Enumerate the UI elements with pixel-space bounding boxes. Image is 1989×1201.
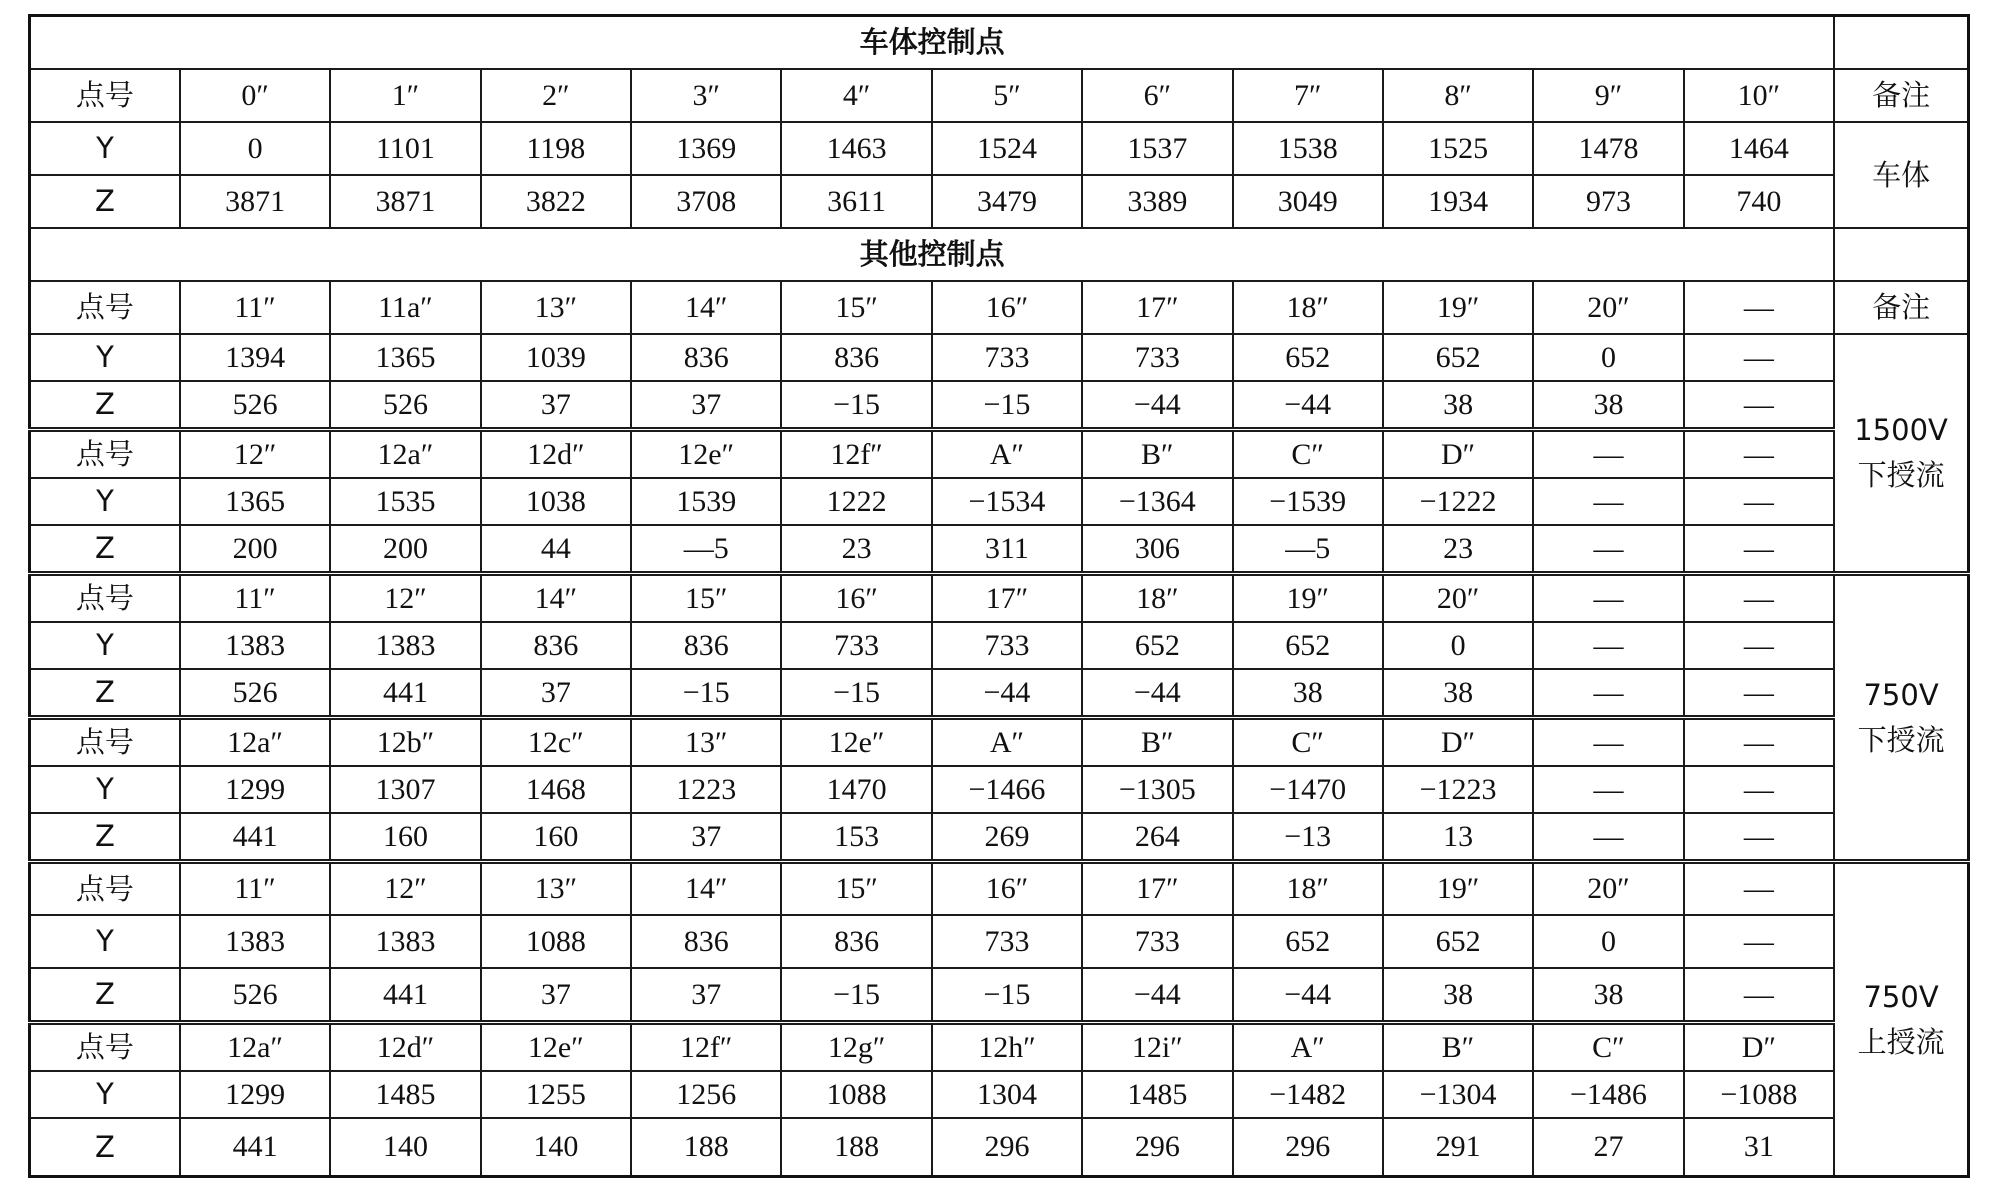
row-label: Z [30, 175, 180, 228]
table-row [30, 862, 1969, 916]
table-cell: — [1684, 281, 1835, 334]
table-cell: 16″ [932, 862, 1082, 916]
table-cell: −44 [1233, 381, 1383, 430]
table-cell: — [1684, 915, 1835, 968]
table-cell: −1486 [1533, 1071, 1683, 1118]
table-cell: −44 [1082, 669, 1232, 718]
table-cell: 17″ [1082, 862, 1232, 916]
table-cell: 1538 [1233, 122, 1383, 175]
row-label: 点号 [30, 862, 180, 916]
table-cell: 1307 [330, 766, 480, 813]
table-cell: — [1684, 525, 1835, 574]
table-cell: 836 [481, 622, 631, 669]
table-cell: 1478 [1533, 122, 1683, 175]
table-cell: — [1684, 622, 1835, 669]
section-title-other: 其他控制点 [30, 228, 1835, 281]
table-cell: 441 [330, 968, 480, 1023]
row-label: Y [30, 122, 180, 175]
table-cell: 1088 [481, 915, 631, 968]
table-cell: −1364 [1082, 478, 1232, 525]
table-row [30, 915, 1969, 968]
table-cell: 733 [1082, 915, 1232, 968]
table-cell: —5 [1233, 525, 1383, 574]
table-cell: 12a″ [180, 1023, 330, 1072]
table-cell: 11a″ [330, 281, 480, 334]
table-cell: 27 [1533, 1118, 1683, 1177]
table-cell: 441 [330, 669, 480, 718]
table-cell: — [1533, 525, 1683, 574]
table-cell: 12a″ [330, 430, 480, 479]
table-cell: 12h″ [932, 1023, 1082, 1072]
table-cell: 1463 [781, 122, 931, 175]
table-cell: 1299 [180, 1071, 330, 1118]
table-cell: 5″ [932, 69, 1082, 122]
table-row [30, 281, 1969, 334]
table-cell: −1466 [932, 766, 1082, 813]
table-cell: 14″ [481, 574, 631, 623]
table-cell: 19″ [1383, 281, 1533, 334]
table-cell: 1485 [330, 1071, 480, 1118]
table-cell: B″ [1082, 430, 1232, 479]
table-cell: — [1533, 574, 1683, 623]
table-cell: 311 [932, 525, 1082, 574]
table-row [30, 175, 1969, 228]
table-cell: 12b″ [330, 718, 480, 767]
table-cell: 19″ [1233, 574, 1383, 623]
remark-car-body: 车体 [1834, 122, 1968, 228]
table-cell: 160 [330, 813, 480, 862]
table-cell: 12″ [330, 574, 480, 623]
table-row [30, 574, 1969, 623]
table-cell: 3708 [631, 175, 781, 228]
table-cell: 836 [631, 334, 781, 381]
table-cell: 8″ [1383, 69, 1533, 122]
section-title-row [30, 228, 1969, 281]
table-row [30, 122, 1969, 175]
table-cell: — [1684, 813, 1835, 862]
table-cell: — [1533, 718, 1683, 767]
remark-750v-lower: 750V 下授流 [1834, 574, 1968, 862]
table-cell: 11″ [180, 281, 330, 334]
table-cell: 652 [1233, 622, 1383, 669]
table-cell: 12f″ [631, 1023, 781, 1072]
table-row [30, 478, 1969, 525]
table-cell: 441 [180, 813, 330, 862]
row-label: Y [30, 766, 180, 813]
table-cell: — [1684, 334, 1835, 381]
table-cell: 296 [1082, 1118, 1232, 1177]
table-cell: 38 [1533, 381, 1683, 430]
table-cell: 1369 [631, 122, 781, 175]
table-cell: 37 [481, 381, 631, 430]
table-cell: −1470 [1233, 766, 1383, 813]
table-cell: 264 [1082, 813, 1232, 862]
table-row [30, 1071, 1969, 1118]
table-cell: — [1533, 813, 1683, 862]
table-cell: 836 [781, 334, 931, 381]
table-cell: 16″ [932, 281, 1082, 334]
control-points-table [28, 14, 1970, 1178]
table-cell: 441 [180, 1118, 330, 1177]
row-label: Z [30, 381, 180, 430]
table-cell: 1365 [330, 334, 480, 381]
table-row [30, 1023, 1969, 1072]
row-label: 点号 [30, 718, 180, 767]
table-cell: 1383 [330, 915, 480, 968]
table-cell: 37 [631, 381, 781, 430]
table-cell: A″ [1233, 1023, 1383, 1072]
table-cell: 23 [1383, 525, 1533, 574]
table-cell: D″ [1383, 430, 1533, 479]
table-cell: 1485 [1082, 1071, 1232, 1118]
remark-750v-upper: 750V 上授流 [1834, 862, 1968, 1177]
table-cell: 3389 [1082, 175, 1232, 228]
table-cell: −1304 [1383, 1071, 1533, 1118]
table-cell: 13 [1383, 813, 1533, 862]
table-cell: C″ [1533, 1023, 1683, 1072]
table-cell: 12d″ [330, 1023, 480, 1072]
table-cell: 1299 [180, 766, 330, 813]
table-cell: D″ [1383, 718, 1533, 767]
table-cell: 12g″ [781, 1023, 931, 1072]
table-cell: 0 [1533, 334, 1683, 381]
table-cell: 200 [180, 525, 330, 574]
table-cell: —5 [631, 525, 781, 574]
table-cell: 153 [781, 813, 931, 862]
table-cell: 10″ [1684, 69, 1835, 122]
table-cell: 1039 [481, 334, 631, 381]
table-cell: 16″ [781, 574, 931, 623]
table-cell: −1539 [1233, 478, 1383, 525]
table-cell: 12e″ [481, 1023, 631, 1072]
table-cell: 38 [1383, 381, 1533, 430]
table-cell: 13″ [481, 862, 631, 916]
table-row [30, 69, 1969, 122]
row-label: Z [30, 525, 180, 574]
table-cell: 652 [1383, 334, 1533, 381]
table-cell: −1222 [1383, 478, 1533, 525]
table-cell: −15 [781, 669, 931, 718]
table-cell: 13″ [481, 281, 631, 334]
table-cell: 1365 [180, 478, 330, 525]
table-cell: 1934 [1383, 175, 1533, 228]
row-label: Y [30, 334, 180, 381]
table-row [30, 381, 1969, 430]
table-cell: 37 [631, 968, 781, 1023]
table-cell: 652 [1233, 334, 1383, 381]
table-cell: — [1684, 862, 1835, 916]
row-label: Z [30, 1118, 180, 1177]
table-cell: 0 [1533, 915, 1683, 968]
table-cell: 1198 [481, 122, 631, 175]
table-cell: 836 [631, 622, 781, 669]
table-cell: — [1533, 430, 1683, 479]
table-cell: −13 [1233, 813, 1383, 862]
table-cell: 652 [1383, 915, 1533, 968]
table-row [30, 813, 1969, 862]
table-cell: 18″ [1233, 281, 1383, 334]
table-cell: 1539 [631, 478, 781, 525]
table-cell: 3822 [481, 175, 631, 228]
row-label: Y [30, 478, 180, 525]
table-cell: 12e″ [631, 430, 781, 479]
table-cell: 17″ [932, 574, 1082, 623]
table-cell: 526 [180, 381, 330, 430]
table-cell: 15″ [781, 281, 931, 334]
table-cell: 38 [1383, 669, 1533, 718]
table-cell: — [1684, 430, 1835, 479]
table-cell: 20″ [1383, 574, 1533, 623]
table-cell: 11″ [180, 574, 330, 623]
table-cell: 1101 [330, 122, 480, 175]
remark-header: 备注 [1834, 281, 1968, 334]
table-cell: 269 [932, 813, 1082, 862]
table-cell: 12″ [180, 430, 330, 479]
row-label: Z [30, 813, 180, 862]
table-cell: 1383 [330, 622, 480, 669]
section-title-note-cell [1834, 228, 1968, 281]
table-cell: 3871 [330, 175, 480, 228]
table-cell: 37 [481, 669, 631, 718]
table-cell: 12f″ [781, 430, 931, 479]
table-row [30, 718, 1969, 767]
table-cell: 15″ [631, 574, 781, 623]
table-cell: — [1684, 381, 1835, 430]
table-cell: 733 [932, 915, 1082, 968]
row-label: 点号 [30, 69, 180, 122]
table-cell: 38 [1383, 968, 1533, 1023]
table-cell: 1222 [781, 478, 931, 525]
table-cell: −15 [781, 968, 931, 1023]
table-cell: 1256 [631, 1071, 781, 1118]
table-cell: 15″ [781, 862, 931, 916]
table-cell: 1464 [1684, 122, 1835, 175]
table-cell: 38 [1233, 669, 1383, 718]
table-cell: 2″ [481, 69, 631, 122]
table-cell: — [1533, 669, 1683, 718]
table-cell: — [1684, 968, 1835, 1023]
table-cell: −15 [932, 968, 1082, 1023]
table-cell: 37 [481, 968, 631, 1023]
table-cell: 291 [1383, 1118, 1533, 1177]
table-cell: −1482 [1233, 1071, 1383, 1118]
table-cell: 1525 [1383, 122, 1533, 175]
table-cell: 12a″ [180, 718, 330, 767]
table-row [30, 622, 1969, 669]
row-label: 点号 [30, 574, 180, 623]
table-cell: −44 [1082, 381, 1232, 430]
table-cell: −44 [1082, 968, 1232, 1023]
table-cell: — [1684, 574, 1835, 623]
table-row [30, 766, 1969, 813]
table-cell: 38 [1533, 968, 1683, 1023]
table-cell: 0″ [180, 69, 330, 122]
table-cell: 1535 [330, 478, 480, 525]
table-cell: 12i″ [1082, 1023, 1232, 1072]
table-cell: — [1684, 718, 1835, 767]
table-cell: — [1533, 622, 1683, 669]
table-cell: 1524 [932, 122, 1082, 175]
table-cell: 1468 [481, 766, 631, 813]
table-cell: 12d″ [481, 430, 631, 479]
table-cell: B″ [1383, 1023, 1533, 1072]
table-cell: 44 [481, 525, 631, 574]
table-cell: 526 [180, 669, 330, 718]
table-cell: 733 [932, 334, 1082, 381]
table-cell: −1088 [1684, 1071, 1835, 1118]
table-cell: 733 [781, 622, 931, 669]
table-cell: B″ [1082, 718, 1232, 767]
table-cell: 6″ [1082, 69, 1232, 122]
remark-1500v-lower: 1500V 下授流 [1834, 334, 1968, 574]
row-label: Y [30, 1071, 180, 1118]
table-cell: 1304 [932, 1071, 1082, 1118]
table-cell: 20″ [1533, 862, 1683, 916]
table-cell: −44 [1233, 968, 1383, 1023]
table-cell: 1″ [330, 69, 480, 122]
table-cell: — [1684, 766, 1835, 813]
row-label: 点号 [30, 1023, 180, 1072]
table-cell: 17″ [1082, 281, 1232, 334]
table-cell: 37 [631, 813, 781, 862]
table-cell: 1537 [1082, 122, 1232, 175]
table-cell: 140 [330, 1118, 480, 1177]
table-row [30, 430, 1969, 479]
table-cell: C″ [1233, 718, 1383, 767]
table-row [30, 525, 1969, 574]
table-cell: 3″ [631, 69, 781, 122]
table-cell: 160 [481, 813, 631, 862]
row-label: Z [30, 669, 180, 718]
table-cell: 1470 [781, 766, 931, 813]
table-cell: 14″ [631, 281, 781, 334]
table-cell: 12″ [330, 862, 480, 916]
table-cell: C″ [1233, 430, 1383, 479]
table-cell: D″ [1684, 1023, 1835, 1072]
row-label: 点号 [30, 281, 180, 334]
table-cell: 1088 [781, 1071, 931, 1118]
table-row [30, 669, 1969, 718]
table-cell: 526 [330, 381, 480, 430]
row-label: Y [30, 622, 180, 669]
control-points-table-wrapper [28, 14, 1970, 1178]
table-cell: — [1684, 669, 1835, 718]
table-cell: 12c″ [481, 718, 631, 767]
table-cell: 740 [1684, 175, 1835, 228]
table-cell: 733 [932, 622, 1082, 669]
row-label: Z [30, 968, 180, 1023]
table-cell: 3049 [1233, 175, 1383, 228]
table-cell: 0 [1383, 622, 1533, 669]
table-body [30, 16, 1969, 1177]
table-cell: −1223 [1383, 766, 1533, 813]
table-cell: 1038 [481, 478, 631, 525]
table-cell: 296 [932, 1118, 1082, 1177]
table-cell: 0 [180, 122, 330, 175]
table-cell: 140 [481, 1118, 631, 1177]
section-title-row [30, 16, 1969, 70]
remark-header: 备注 [1834, 69, 1968, 122]
table-cell: 973 [1533, 175, 1683, 228]
table-cell: 1383 [180, 622, 330, 669]
table-cell: 20″ [1533, 281, 1683, 334]
table-cell: 7″ [1233, 69, 1383, 122]
table-cell: −15 [781, 381, 931, 430]
table-cell: 13″ [631, 718, 781, 767]
row-label: 点号 [30, 430, 180, 479]
table-cell: 733 [1082, 334, 1232, 381]
table-cell: 11″ [180, 862, 330, 916]
table-cell: −1305 [1082, 766, 1232, 813]
table-cell: 1383 [180, 915, 330, 968]
table-cell: 836 [631, 915, 781, 968]
table-row [30, 334, 1969, 381]
table-cell: 31 [1684, 1118, 1835, 1177]
table-cell: −1534 [932, 478, 1082, 525]
table-cell: 836 [781, 915, 931, 968]
table-cell: 188 [631, 1118, 781, 1177]
table-cell: 188 [781, 1118, 931, 1177]
table-cell: 14″ [631, 862, 781, 916]
section-title-note-cell [1834, 16, 1968, 70]
table-cell: 1394 [180, 334, 330, 381]
table-cell: 652 [1082, 622, 1232, 669]
table-cell: — [1533, 478, 1683, 525]
table-cell: 4″ [781, 69, 931, 122]
table-cell: 9″ [1533, 69, 1683, 122]
table-cell: 3479 [932, 175, 1082, 228]
table-cell: 1255 [481, 1071, 631, 1118]
table-cell: 306 [1082, 525, 1232, 574]
table-cell: 652 [1233, 915, 1383, 968]
table-cell: 526 [180, 968, 330, 1023]
table-cell: 23 [781, 525, 931, 574]
table-cell: A″ [932, 718, 1082, 767]
table-cell: 1223 [631, 766, 781, 813]
table-cell: 3611 [781, 175, 931, 228]
table-cell: 12e″ [781, 718, 931, 767]
table-cell: 3871 [180, 175, 330, 228]
table-cell: A″ [932, 430, 1082, 479]
table-row [30, 968, 1969, 1023]
table-cell: 18″ [1082, 574, 1232, 623]
table-cell: 296 [1233, 1118, 1383, 1177]
section-title-car-body: 车体控制点 [30, 16, 1835, 70]
table-cell: — [1533, 766, 1683, 813]
table-cell: −15 [932, 381, 1082, 430]
table-cell: 18″ [1233, 862, 1383, 916]
table-cell: — [1684, 478, 1835, 525]
table-row [30, 1118, 1969, 1177]
table-cell: −15 [631, 669, 781, 718]
row-label: Y [30, 915, 180, 968]
table-cell: 200 [330, 525, 480, 574]
table-cell: 19″ [1383, 862, 1533, 916]
table-cell: −44 [932, 669, 1082, 718]
